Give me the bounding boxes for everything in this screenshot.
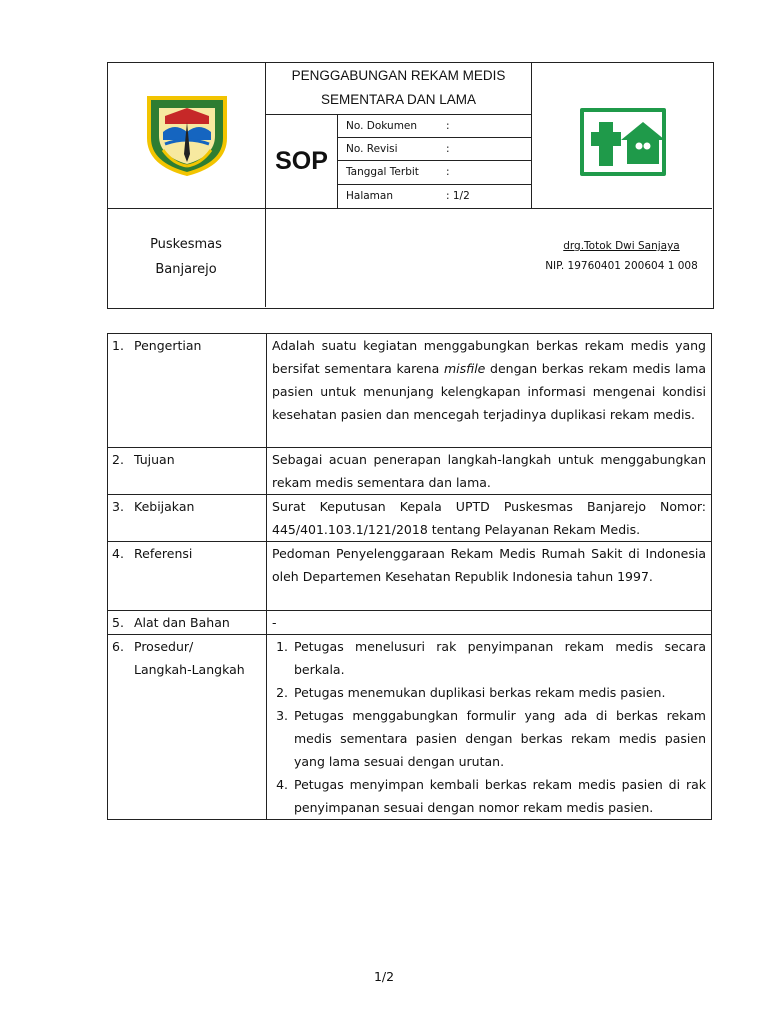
table-row: 3. Kebijakan Surat Keputusan Kepala UPTD Puskesmas Banjarejo Nomor: 445/401.103.1/121/2018 tentang Pelayanan Rekam Medis.	[108, 495, 712, 542]
section-label: Alat dan Bahan	[134, 615, 230, 630]
section-label: Pengertian	[134, 338, 202, 353]
table-row: 6. Prosedur/ Langkah-Langkah 1. Petugas menelusuri rak penyimpanan rekam medis secara berkala. 2. Petugas menemukan duplikasi berkas rekam medis pasien. 3. Petugas menggabungkan formulir yang ada di berkas rekam medis sementara pasien dengan berkas rekam medis pasien yang lama sesuai dengan urutan. 4. Petugas menyimpan kembali berkas rekam medis pasien di rak penyimpanan sesuai dengan nomor rekam medis pasien.	[108, 635, 712, 820]
meta-tanggal-terbit: Tanggal Terbit :	[346, 165, 450, 178]
table-row: 4. Referensi Pedoman Penyelenggaraan Rekam Medis Rumah Sakit di Indonesia oleh Departemen Kesehatan Republik Indonesia tahun 1997.	[108, 542, 712, 611]
section-text: Surat Keputusan Kepala UPTD Puskesmas Banjarejo Nomor: 445/401.103.1/121/2018 tentang Pelayanan Rekam Medis.	[267, 495, 712, 542]
section-label: Referensi	[134, 546, 193, 561]
section-label: Kebijakan	[134, 499, 195, 514]
organization-name: Puskesmas Banjarejo	[150, 237, 222, 277]
table-row: 2. Tujuan Sebagai acuan penerapan langkah-langkah untuk menggabungkan rekam medis sementara dan lama.	[108, 448, 712, 495]
sop-content-table	[107, 333, 712, 820]
meta-no-revisi: No. Revisi :	[346, 142, 450, 155]
procedure-steps	[267, 635, 712, 820]
section-label: Prosedur/	[134, 639, 194, 654]
section-text: Sebagai acuan penerapan langkah-langkah untuk menggabungkan rekam medis sementara dan lama.	[267, 448, 712, 495]
document-title: PENGGABUNGAN REKAM MEDIS SEMENTARA DAN LAMA	[291, 68, 506, 107]
sop-label: SOP	[275, 146, 328, 175]
list-item: 4. Petugas menyimpan kembali berkas rekam medis pasien di rak penyimpanan sesuai dengan nomor rekam medis pasien.	[292, 773, 706, 819]
list-item: 3. Petugas menggabungkan formulir yang ada di berkas rekam medis sementara pasien dengan berkas rekam medis pasien yang lama sesuai dengan urutan.	[292, 704, 706, 773]
meta-halaman: Halaman : 1/2	[346, 189, 470, 202]
section-text: -	[267, 611, 712, 635]
regency-crest-logo	[143, 92, 231, 176]
table-row: 1. Pengertian Adalah suatu kegiatan menggabungkan berkas rekam medis yang bersifat sementara karena misfile dengan berkas rekam medis lama pasien untuk menunjang kelengkapan informasi mengenai kondisi kesehatan pasien dan mencegah terjadinya duplikasi rekam medis.	[108, 334, 712, 448]
signer-nip: NIP. 19760401 200604 1 008	[545, 260, 698, 272]
section-text: Pedoman Penyelenggaraan Rekam Medis Rumah Sakit di Indonesia oleh Departemen Kesehatan Republik Indonesia tahun 1997.	[267, 542, 712, 611]
signatory	[531, 236, 712, 276]
list-item: 2. Petugas menemukan duplikasi berkas rekam medis pasien.	[292, 681, 706, 704]
section-label: Tujuan	[134, 452, 175, 467]
meta-no-dokumen: No. Dokumen :	[346, 119, 450, 132]
section-label-cont: Langkah-Langkah	[134, 662, 245, 677]
table-row: 5. Alat dan Bahan -	[108, 611, 712, 635]
section-text: Adalah suatu kegiatan menggabungkan berkas rekam medis yang bersifat sementara karena misfile dengan berkas rekam medis lama pasien untuk menunjang kelengkapan informasi mengenai kondisi kesehatan pasien dan mencegah terjadinya duplikasi rekam medis.	[267, 334, 712, 448]
signer-name: drg.Totok Dwi Sanjaya	[563, 240, 680, 252]
page-number: 1/2	[373, 969, 395, 984]
puskesmas-logo	[577, 108, 669, 176]
list-item: 1. Petugas menelusuri rak penyimpanan rekam medis secara berkala.	[292, 635, 706, 681]
